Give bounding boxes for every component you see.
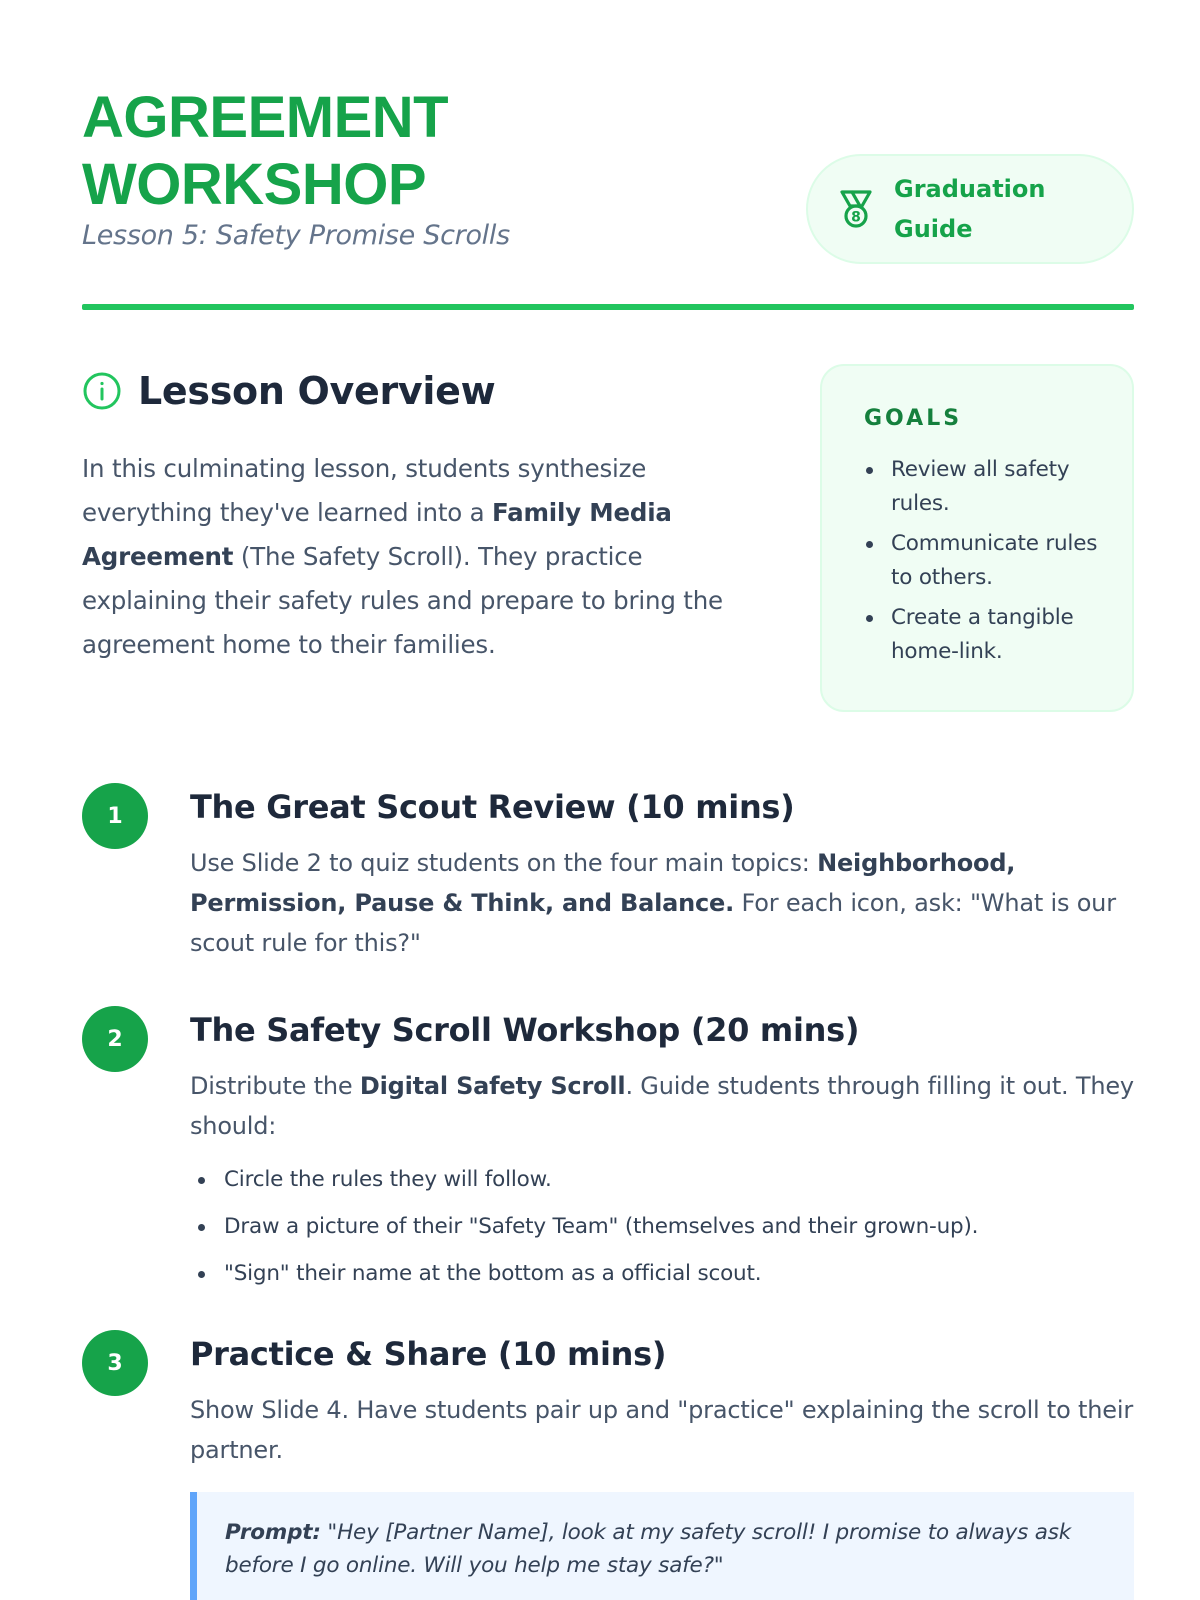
goal-item: Review all safety rules. (864, 453, 1106, 521)
step-2 (82, 1006, 1134, 1297)
step-text (190, 843, 1134, 963)
overview-heading-text: Lesson Overview (138, 369, 496, 413)
step-text-bold: Neighborhood, Permission, Pause & Think, and Balance. (190, 849, 1016, 917)
step-3 (82, 1330, 1134, 1600)
overview-text (82, 447, 772, 667)
overview-text-part: In this culminating lesson, students synthesize everything they've learned into a (82, 454, 647, 527)
step-number-badge: 3 (82, 1330, 148, 1396)
step-text: Show Slide 4. Have students pair up and "practice" explaining the scroll to their partner. (190, 1396, 1133, 1464)
overview-heading (82, 365, 772, 417)
page-subtitle: Lesson 5: Safety Promise Scrolls (82, 220, 510, 251)
goal-item: Create a tangible home-link. (864, 601, 1106, 669)
step-bullet: "Sign" their name at the bottom as a official scout. (190, 1250, 1134, 1297)
step-text (190, 1066, 1134, 1146)
step-text-part: Distribute the (190, 1072, 360, 1100)
title-line-1: AGREEMENT (82, 85, 449, 150)
prompt-label: Prompt: (225, 1520, 321, 1545)
medal-icon (838, 189, 874, 229)
goal-item: Communicate rules to others. (864, 527, 1106, 595)
overview-text-part: (The Safety Scroll). They practice explaining their safety rules and prepare to bring the agreement home to their families. (82, 542, 723, 659)
step-text-part: For each icon, ask: "What is our scout rule for this?" (190, 889, 1116, 957)
graduation-guide-badge (806, 154, 1134, 264)
overview-text-bold: Family Media Agreement (82, 498, 672, 571)
goals-heading: GOALS (864, 406, 963, 431)
title-line-2: WORKSHOP (82, 152, 426, 217)
step-bullet-list (190, 1156, 1134, 1297)
page-header (82, 84, 1134, 306)
step-title: Practice & Share (10 mins) (190, 1335, 667, 1373)
badge-label: Graduation Guide (894, 175, 1046, 243)
goals-list (864, 453, 1106, 669)
svg-text:8: 8 (851, 209, 861, 226)
prompt-text: "Hey [Partner Name], look at my safety scroll! I promise to always ask before I go online. Will you help me stay safe?" (225, 1520, 1072, 1578)
step-text-bold: Digital Safety Scroll (359, 1072, 626, 1100)
step-number-badge: 2 (82, 1006, 148, 1072)
step-bullet: Draw a picture of their "Safety Team" (themselves and their grown-up). (190, 1203, 1134, 1250)
prompt-callout (190, 1492, 1134, 1600)
step-title: The Safety Scroll Workshop (20 mins) (190, 1011, 860, 1049)
goals-box (820, 364, 1134, 712)
step-1 (82, 783, 1134, 963)
step-title: The Great Scout Review (10 mins) (190, 788, 795, 826)
header-divider (82, 304, 1134, 310)
step-text-part: Use Slide 2 to quiz students on the four main topics: (190, 849, 818, 877)
step-text-part: . Guide students through filling it out. They should: (190, 1072, 1134, 1140)
step-bullet: Circle the rules they will follow. (190, 1156, 1134, 1203)
lesson-overview (82, 365, 772, 667)
info-icon (82, 371, 122, 411)
step-number-badge: 1 (82, 783, 148, 849)
